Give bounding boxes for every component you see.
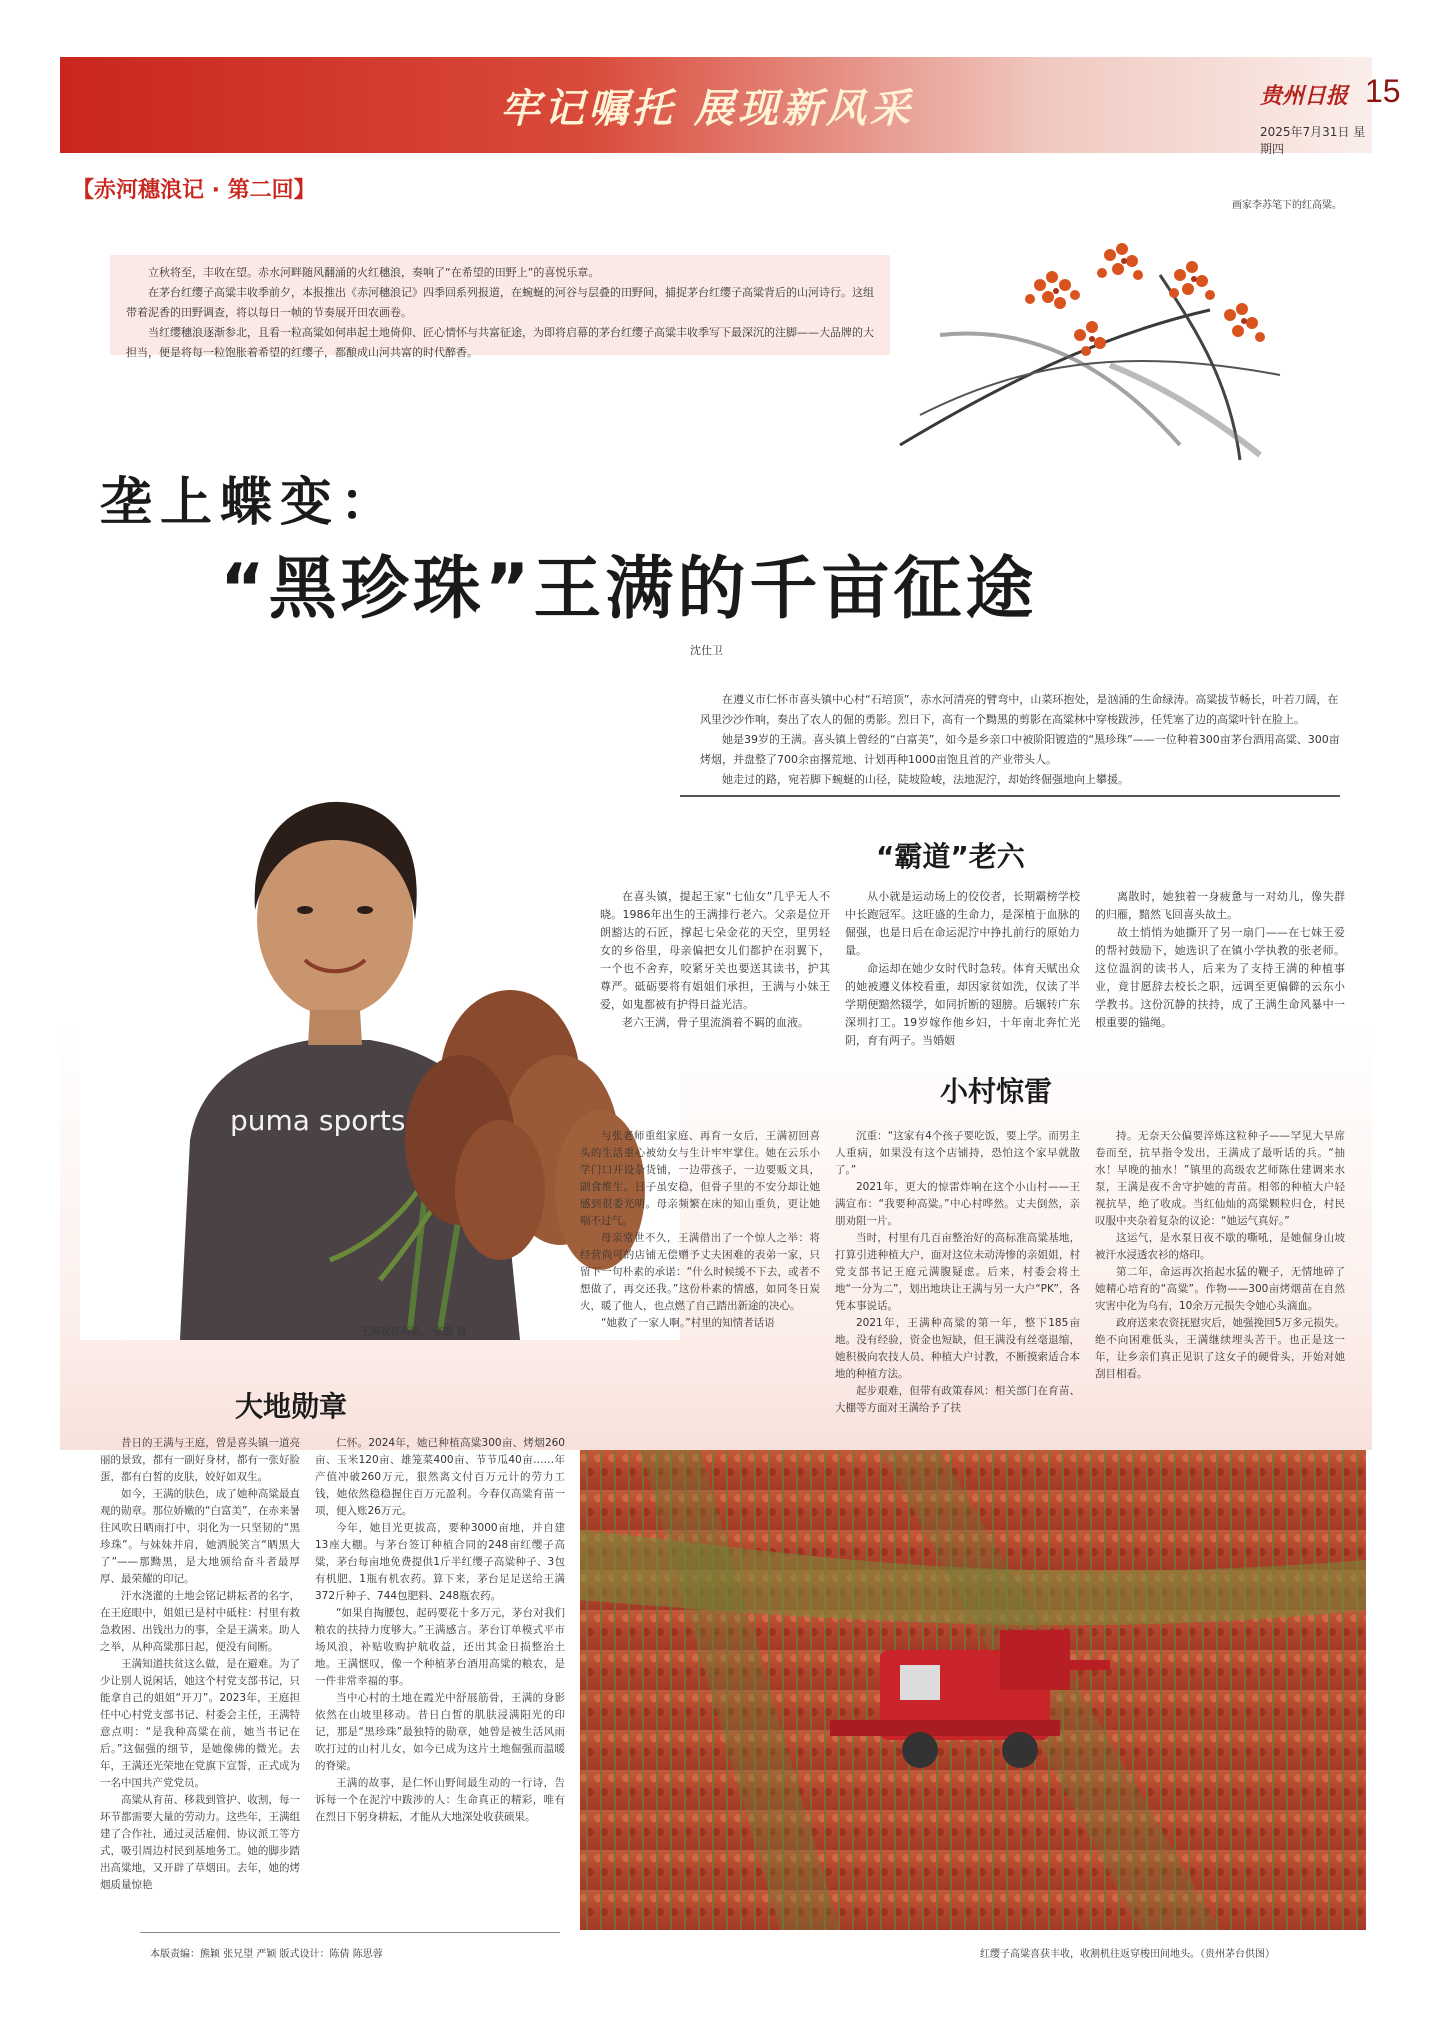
section1-column-2 bbox=[845, 888, 1080, 1050]
page-number: 15 bbox=[1365, 73, 1401, 109]
body-paragraph: 王满知道扶贫这么做，是在避难。为了少让别人说闲话，她这个村党支部书记，只能拿自己的姐姐“开刀”。2023年，王庭担任中心村党支部书记、村委会主任，王满特意点明：“是我种高粱在前，她当书记在后。”这倔强的细节，是她像佛的微光。去年，王满还光荣地在党旗下宣誓，正式成为一名中国共产党党员。 bbox=[100, 1658, 300, 1789]
body-paragraph: 当时，村里有几百亩整治好的高标准高粱基地，打算引进种植大户，面对这位未动涛惨的亲姐姐，村党支部书记王庭元满腹疑虑。后来，村委会将土地“一分为二”，划出地块让王满与另一大户“PK”，各凭本事说话。 bbox=[835, 1232, 1080, 1312]
section1-column-1 bbox=[600, 888, 830, 1032]
lead-paragraph: 她走过的路，宛若脚下蜿蜒的山径，陡坡险峻，法地泥泞，却始终倔强地向上攀援。 bbox=[722, 773, 1129, 786]
body-paragraph: 汗水浇灌的土地会铭记耕耘者的名字，在王庭眼中，姐姐已是村中砥柱：村里有救急救困、出钱出力的事，全是王满来。助人之举，从种高粱那日起，便没有间断。 bbox=[100, 1590, 300, 1653]
body-paragraph: 与张老师重组家庭、再育一女后，王满初回喜头的生活重心被幼女与生计牢牢掌住。她在云乐小学门口开设杂货铺，一边带孩子，一边要贩文具，副食维生。日子虽安稳，但骨子里的不安分却让她感到很委光明。母亲频繁在床的知山重负，更让她喘不过气。 bbox=[580, 1130, 820, 1227]
banner-slogan: 牢记嘱托 展现新风采 bbox=[500, 85, 914, 132]
body-paragraph: 命运却在她少女时代时急转。体育天赋出众的她被遵义体校看重，却因家贫如洗，仅读了半学期便黯然辍学，如同折断的翅膀。后辗转广东深圳打工。19岁嫁作他乡妇，十年南北奔忙光阴，育有两子。当婚姻 bbox=[845, 962, 1080, 1047]
lead-paragraph: 在遵义市仁怀市喜头镇中心村“石培顶”，赤水河清亮的臂弯中，山菜环抱处，是汹涌的生命绿涛。高粱拔节畅长，叶若刀阔，在风里沙沙作响，奏出了农人的倔的勇影。烈日下，高有一个黝黑的剪影在高粱林中穿梭跋涉，任凭塞了边的高粱叶针在脸上。 bbox=[700, 693, 1339, 726]
intro-paragraph: 当红缨穗浪逐渐参北，且看一粒高粱如何串起土地倚仰、匠心情怀与共富征途，为即将启幕的茅台红缨子高粱丰收季写下最深沉的注脚——大品牌的大担当，便是将每一粒饱胀着希望的红缨子，都酿成山河共富的时代醉香。 bbox=[126, 326, 874, 359]
byline: 沈仕卫 bbox=[690, 644, 723, 657]
portrait-caption: 王满收获高粱。 张凯 摄 bbox=[360, 1327, 467, 1338]
body-paragraph: 政府送来农资抚慰灾后，她强挽回5万多元损失。绝不向困难低头，王满继续埋头苦干。也正是这一年，让乡亲们真正见识了这女子的硬骨头，开始对她刮目相看。 bbox=[1095, 1317, 1345, 1380]
section2-column-1 bbox=[580, 1128, 820, 1332]
body-paragraph: 当中心村的土地在霞光中舒展筋骨，王满的身影依然在山坡里移动。昔日白皙的肌肤浸满阳光的印记，那是“黑珍珠”最独特的勋章，她曾是被生活风雨吹打过的山村儿女，如今已成为这片土地倔强而温暖的脊梁。 bbox=[315, 1692, 565, 1772]
field-photo-caption: 红缨子高粱喜获丰收，收割机往返穿梭田间地头。（贵州茅台供图） bbox=[980, 1949, 1275, 1960]
body-paragraph: 从小就是运动场上的佼佼者，长期霸榜学校中长跑冠军。这旺盛的生命力，是深植于血脉的倔强，也是日后在命运泥泞中挣扎前行的原始力量。 bbox=[845, 890, 1080, 957]
shirt-print: puma sports bbox=[230, 1104, 406, 1137]
divider bbox=[630, 795, 1340, 797]
series-intro-box bbox=[110, 255, 890, 359]
section-heading-dadi: 大地勋章 bbox=[235, 1390, 348, 1423]
editor-credits: 本版责编：熊颖 张兄望 严颖 版式设计：陈倩 陈思蓉 bbox=[150, 1949, 383, 1960]
painting-caption: 画家李苏笔下的红高粱。 bbox=[1232, 200, 1342, 211]
section1-column-3 bbox=[1095, 888, 1345, 1032]
body-paragraph: 王满的故事，是仁怀山野间最生动的一行诗，告诉每一个在泥泞中跋涉的人：生命真正的精彩，唯有在烈日下躬身耕耘，才能从大地深处收获硕果。 bbox=[315, 1777, 565, 1823]
page-banner bbox=[60, 57, 1401, 156]
headline-line-1: 垄上蝶变： bbox=[100, 472, 401, 533]
body-paragraph: 昔日的王满与王庭，曾是喜头镇一道亮丽的景致，都有一副好身材，都有一张好脸蛋，都有白皙的皮肤，姣好如双生。 bbox=[100, 1437, 300, 1483]
body-paragraph: “如果自掏腰包，起码要花十多万元，茅台对我们粮农的扶持力度够大。”王满感言。茅台订单模式平市场风浪，补贴收购护航收益，还出其金日损整治土地。王满惬叹，像一个种植茅台酒用高粱的粮农，是一件非常幸福的事。 bbox=[315, 1607, 565, 1687]
section3-column-2 bbox=[315, 1435, 565, 1826]
body-paragraph: 2021年，王满种高粱的第一年，整下185亩地。没有经验，资金也短缺，但王满没有丝毫退缩，她积极向农技人员、种植大户讨教，不断摸索适合本地的种植方法。 bbox=[835, 1317, 1080, 1380]
headline-line-2: “黑珍珠”王满的千亩征途 bbox=[220, 550, 1038, 629]
intro-paragraph: 立秋将至，丰收在望。赤水河畔随风翻涌的火红穗浪，奏响了“在希望的田野上”的喜悦乐章。 bbox=[148, 266, 600, 279]
body-paragraph: 第二年，命运再次掐起水猛的鞭子，无情地碎了她精心培育的“高粱”。作物——300亩烤烟苗在自然灾害中化为乌有，10余万元损失令她心头滴血。 bbox=[1095, 1266, 1345, 1312]
section-heading-badao: “霸道”老六 bbox=[876, 840, 1025, 873]
body-paragraph: 持。无奈天公偏要淬炼这粒种子——罕见大旱席卷而至，抗旱指令发出，王满成了最听话的兵。“抽水！早晚的抽水！”镇里的高级农艺师陈仕建调来水泵，王满是夜不舍守护她的青苗。相邻的种植大户轻视抗旱，绝了收成。当红仙灿的高粱颗粒归仓，村民叹服中夹杂着复杂的议论：“她运气真好。” bbox=[1095, 1130, 1345, 1227]
body-paragraph: 沉重：“这家有4个孩子要吃饭，要上学。而男主人重病，如果没有这个店铺持，恐怕这个家早就散了。” bbox=[835, 1130, 1080, 1176]
body-paragraph: 仁怀。2024年，她已种植高粱300亩、烤烟260亩、玉米120亩、雄笼菜400亩、节节瓜40亩……年产值冲破260万元，狠然离文付百万元计的劳力工钱，她依然稳稳握住百万元盈利。今春仅高粱育苗一项，便入账26万元。 bbox=[315, 1437, 565, 1517]
newspaper-masthead: 贵州日报 bbox=[1260, 83, 1349, 109]
body-paragraph: 母亲常世不久，王满借出了一个惊人之举：将经营尚可的店铺无偿赠予丈夫困难的表弟一家，只留下一句朴素的承诺：“什么时候缓不下去，或者不想做了，再交还我。”这份朴素的情感，如同冬日炭火，暖了他人，也点燃了自己踏出新途的决心。 bbox=[580, 1232, 820, 1312]
sorghum-painting bbox=[880, 215, 1320, 465]
divider bbox=[140, 1932, 560, 1933]
body-paragraph: 故土悄悄为她撕开了另一扇门——在七妹王爱的帮衬鼓励下，她选识了在镇小学执教的张老师。这位温润的读书人，后来为了支持王满的种植事业，竟甘愿辞去校长之职，远调至更偏僻的云东小学教书。这份沉静的扶持，成了王满生命风暴中一根重要的锚绳。 bbox=[1095, 926, 1345, 1029]
harvest-field-photo bbox=[580, 1450, 1366, 1930]
body-paragraph: “她救了一家人啊。”村里的知情者话语 bbox=[601, 1317, 775, 1329]
body-paragraph: 起步艰难，但带有政策春风：相关部门在育苗、大棚等方面对王满给予了扶 bbox=[835, 1385, 1080, 1414]
body-paragraph: 离散时，她独着一身疲惫与一对幼儿，像失群的归雁，黯然飞回喜头故土。 bbox=[1095, 890, 1345, 921]
section3-column-1 bbox=[100, 1435, 300, 1894]
section-heading-xiaocun: 小村惊雷 bbox=[940, 1075, 1053, 1108]
lead-text bbox=[700, 690, 1340, 790]
body-paragraph: 这运气，是水泵日夜不歇的嘶吼，是她倔身山坡被汗水浸透农衫的烙印。 bbox=[1095, 1232, 1345, 1261]
body-paragraph: 高粱从育苗、移栽到管护、收割，每一环节都需要大量的劳动力。这些年，王满组建了合作社，通过灵活雇佣、协议派工等方式，吸引周边村民到基地务工。她的脚步踏出高粱地，又开辟了草烟田。去年，她的烤烟质量惊艳 bbox=[100, 1794, 300, 1891]
body-paragraph: 老六王满，骨子里流淌着不羁的血液。 bbox=[622, 1016, 809, 1029]
body-paragraph: 在喜头镇，提起王家“七仙女”几乎无人不晓。1986年出生的王满排行老六。父亲是位开朗豁达的石匠，撑起七朵金花的天空，里男轻女的乡俗里，母亲偏把女儿们都护在羽翼下，一个也不舍弃，咬紧牙关也要送其读书，护其尊严。砥砺要将有姐姐们承担，王满与小妹王爱，如鬼都被有护得日益光洁。 bbox=[600, 890, 830, 1011]
body-paragraph: 2021年，更大的惊雷炸响在这个小山村——王满宣布：“我要种高粱。”中心村哗然。丈夫倒然，亲朋劝阻一片。 bbox=[835, 1181, 1080, 1227]
body-paragraph: 如今，王满的肤色，成了她种高粱最直观的勋章。那位娇嫩的“白富美”，在赤来暑往风吹日晒雨打中，羽化为一只坚韧的“黑珍珠”。与妹妹并肩，她洒脱笑言“晒黑大了”——那黝黑，是大地颁给奋斗者最厚厚、最荣耀的印记。 bbox=[100, 1488, 300, 1585]
issue-date: 2025年7月31日 星期四 bbox=[1260, 125, 1366, 156]
body-paragraph: 今年，她目光更拔高，要种3000亩地，并自建13座大棚。与茅台签订种植合同的248亩红缨子高粱，茅台每亩地免费提供1斤半红缨子高粱种子、3包有机肥、1瓶有机农药。算下来，茅台足足送给王满372斤种子、744包肥料、248瓶农药。 bbox=[315, 1522, 565, 1602]
series-tag: 【赤河穗浪记 · 第二回】 bbox=[72, 178, 316, 203]
intro-paragraph: 在茅台红缨子高粱丰收季前夕，本报推出《赤河穗浪记》四季回系列报道，在蜿蜒的河谷与层叠的田野间，捕捉茅台红缨子高粱背后的山河诗行。这组带着泥香的田野调查，将以每日一帧的节奏展开田农画卷。 bbox=[126, 286, 874, 319]
lead-paragraph: 她是39岁的王满。喜头镇上曾经的“白富美”，如今是乡亲口中被阶阳镀造的“黑珍珠”——一位种着300亩茅台酒用高粱、300亩烤烟，并盘整了700余亩撂荒地、计划再种1000亩饱且首的产业带头人。 bbox=[700, 733, 1340, 766]
section2-column-2 bbox=[835, 1128, 1080, 1417]
section2-column-3 bbox=[1095, 1128, 1345, 1383]
